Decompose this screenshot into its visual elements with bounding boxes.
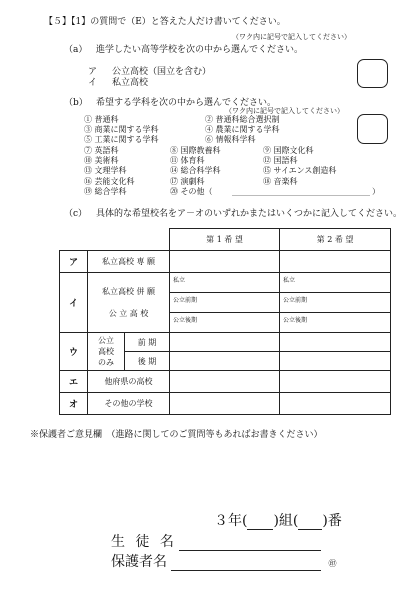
row-i-label (88, 273, 170, 333)
row-i-second-cell (280, 273, 391, 333)
section-c-question: 具体的な希望校名をア－オのいずれかまたはいくつかに記入してください。 (96, 209, 403, 219)
row-e-label: 他府県の高校 (88, 371, 170, 393)
row-e-second-input[interactable] (280, 371, 391, 393)
row-i-second-zenki[interactable]: 公立前期 (280, 292, 390, 312)
table-corner (60, 229, 170, 251)
course-18: ⑱ 音楽科 (263, 177, 298, 186)
seat-number-blank[interactable] (298, 513, 322, 530)
option-a-text: 公立高校（国立を含む） (112, 67, 212, 77)
answer-box-b[interactable] (357, 114, 388, 144)
row-u-kouki-second-input[interactable] (280, 352, 391, 371)
row-i-first-cell (170, 273, 280, 333)
course-20-close: ） (372, 187, 380, 196)
course-1: ① 普通科 (84, 115, 119, 124)
row-u-sub-zenki: 前 期 (125, 333, 170, 352)
guardian-comment-area[interactable] (30, 440, 390, 500)
seat-label: )番 (322, 513, 342, 529)
row-i-label-public: 公 立 高 校 (108, 308, 149, 318)
row-u-key: ウ (60, 333, 88, 371)
course-20: ⑳ その他（ (170, 187, 213, 196)
guardian-name-field[interactable] (171, 554, 321, 571)
class-line (214, 510, 342, 530)
course-2: ② 普通科総合選択制 (205, 115, 280, 124)
course-12: ⑫ 国語科 (263, 156, 298, 165)
section-a-question: 進学したい高等学校を次の中から選んでください。 (96, 45, 304, 55)
row-i-first-zenki[interactable]: 公立前期 (170, 292, 279, 312)
row-i-second-private[interactable]: 私立 (283, 277, 296, 284)
row-e-key: エ (60, 371, 88, 393)
col-header-second: 第 2 希 望 (280, 229, 391, 251)
course-3: ③ 商業に関する学科 (84, 125, 159, 134)
course-19: ⑲ 総合学科 (84, 187, 127, 196)
row-i-label-private: 私立高校 併 願 (101, 286, 156, 296)
option-a-key: ア (88, 67, 98, 77)
course-10: ⑩ 美術科 (84, 156, 119, 165)
row-u-sub-kouki: 後 期 (125, 352, 170, 371)
section-b-question: 希望する学科を次の中から選んでください。 (96, 98, 277, 108)
answer-box-a[interactable] (357, 59, 388, 88)
student-name-field[interactable] (179, 534, 321, 551)
course-14: ⑭ 総合科学科 (170, 166, 221, 175)
row-o-second-input[interactable] (280, 393, 391, 415)
student-name-line (111, 531, 321, 551)
row-o-key: オ (60, 393, 88, 415)
course-11: ⑪ 体育科 (170, 156, 205, 165)
class-number-blank[interactable] (247, 513, 273, 530)
row-a-first-input[interactable] (170, 251, 280, 273)
guardian-comment-label: ※保護者ご意見欄 （進路に関してのご質問等もあればお書きください） (30, 430, 323, 440)
row-u-label: 公立高校のみ (88, 333, 125, 371)
course-6: ⑥ 情報科学科 (205, 135, 256, 144)
row-a-key: ア (60, 251, 88, 273)
row-i-second-kouki[interactable]: 公立後期 (280, 312, 390, 332)
school-choice-table (59, 228, 391, 415)
course-17: ⑰ 演劇科 (170, 177, 205, 186)
seal-mark: ㊞ (328, 559, 337, 568)
course-9: ⑨ 国際文化科 (263, 146, 314, 155)
col-header-first: 第 1 希 望 (170, 229, 280, 251)
row-a-label: 私立高校 専 願 (88, 251, 170, 273)
course-4: ④ 農業に関する学科 (205, 125, 280, 134)
course-13: ⑬ 文理学科 (84, 166, 127, 175)
row-o-label: その他の学校 (88, 393, 170, 415)
row-u-zenki-second-input[interactable] (280, 333, 391, 352)
row-i-first-private[interactable]: 私立 (173, 277, 186, 284)
section-a-label: （a） (64, 45, 88, 55)
row-u-kouki-first-input[interactable] (170, 352, 280, 371)
row-u-zenki-first-input[interactable] (170, 333, 280, 352)
row-e-first-input[interactable] (170, 371, 280, 393)
class-grade-label: ３年( (214, 513, 248, 529)
option-i-key: イ (88, 78, 98, 88)
row-a-second-input[interactable] (280, 251, 391, 273)
section-c-label: （c） (64, 209, 88, 219)
course-8: ⑧ 国際教養科 (170, 146, 221, 155)
note-a: （ワク内に記号で記入してください） (232, 33, 351, 41)
course-16: ⑯ 芸能文化科 (84, 177, 135, 186)
course-5: ⑤ 工業に関する学科 (84, 135, 159, 144)
class-label: )組( (273, 513, 299, 529)
guardian-name-label: 保護者名 (111, 554, 167, 570)
section-b-label: （b） (64, 98, 88, 108)
course-7: ⑦ 英語科 (84, 146, 119, 155)
student-name-label: 生 徒 名 (111, 534, 177, 550)
course-15: ⑮ サイエンス創造科 (263, 166, 337, 175)
section-title: 【５】【1】の質問で（E）と答えた人だけ書いてください。 (44, 17, 286, 27)
row-i-key: イ (60, 273, 88, 333)
course-other-blank[interactable] (232, 195, 370, 196)
guardian-name-line (111, 551, 336, 571)
row-i-first-kouki[interactable]: 公立後期 (170, 312, 279, 332)
row-o-first-input[interactable] (170, 393, 280, 415)
option-i-text: 私立高校 (112, 78, 149, 88)
note-b: （ワク内に記号で記入してください） (225, 107, 344, 115)
